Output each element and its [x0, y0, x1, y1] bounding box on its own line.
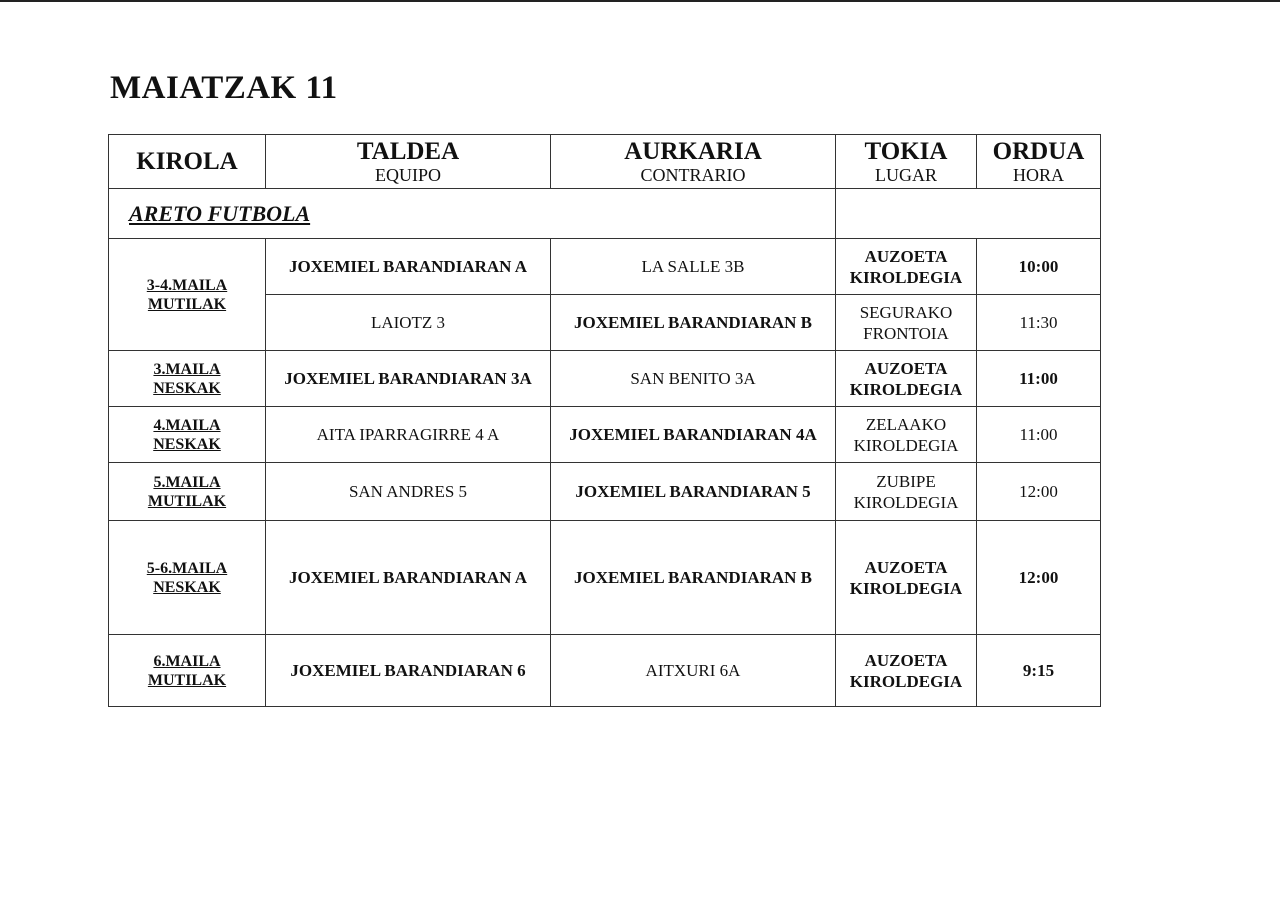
place-cell: SEGURAKO FRONTOIA: [836, 295, 977, 351]
opponent-cell: JOXEMIEL BARANDIARAN 5: [551, 463, 836, 521]
team-cell: SAN ANDRES 5: [266, 463, 551, 521]
time-cell: 11:00: [977, 407, 1101, 463]
header-aurkaria: AURKARIA CONTRARIO: [551, 135, 836, 189]
place-cell: ZELAAKO KIROLDEGIA: [836, 407, 977, 463]
time-cell: 9:15: [977, 635, 1101, 707]
opponent-cell: SAN BENITO 3A: [551, 351, 836, 407]
opponent-cell: LA SALLE 3B: [551, 239, 836, 295]
team-cell: LAIOTZ 3: [266, 295, 551, 351]
team-cell: JOXEMIEL BARANDIARAN A: [266, 521, 551, 635]
place-cell: AUZOETA KIROLDEGIA: [836, 351, 977, 407]
section-empty-cell: [836, 189, 1101, 239]
category-cell: 3.MAILA NESKAK: [109, 351, 266, 407]
category-cell: 3-4.MAILA MUTILAK: [109, 239, 266, 351]
table-row: [109, 521, 1101, 635]
opponent-cell: AITXURI 6A: [551, 635, 836, 707]
header-kirola: KIROLA: [109, 135, 266, 189]
category-cell: 5-6.MAILA NESKAK: [109, 521, 266, 635]
team-cell: AITA IPARRAGIRRE 4 A: [266, 407, 551, 463]
place-cell: AUZOETA KIROLDEGIA: [836, 239, 977, 295]
header-tokia: TOKIA LUGAR: [836, 135, 977, 189]
table-row: [109, 463, 1101, 521]
table-row: [109, 239, 1101, 295]
opponent-cell: JOXEMIEL BARANDIARAN B: [551, 521, 836, 635]
place-cell: ZUBIPE KIROLDEGIA: [836, 463, 977, 521]
time-cell: 11:00: [977, 351, 1101, 407]
section-title: ARETO FUTBOLA: [109, 189, 836, 239]
place-cell: AUZOETA KIROLDEGIA: [836, 521, 977, 635]
table-row: [109, 635, 1101, 707]
section-row: [109, 189, 1101, 239]
team-cell: JOXEMIEL BARANDIARAN A: [266, 239, 551, 295]
category-cell: 6.MAILA MUTILAK: [109, 635, 266, 707]
header-ordua: ORDUA HORA: [977, 135, 1101, 189]
time-cell: 12:00: [977, 521, 1101, 635]
header-taldea: TALDEA EQUIPO: [266, 135, 551, 189]
place-cell: AUZOETA KIROLDEGIA: [836, 635, 977, 707]
opponent-cell: JOXEMIEL BARANDIARAN 4A: [551, 407, 836, 463]
team-cell: JOXEMIEL BARANDIARAN 3A: [266, 351, 551, 407]
table-row: [109, 351, 1101, 407]
page-title: MAIATZAK 11: [110, 70, 338, 106]
table-row: [109, 407, 1101, 463]
category-cell: 5.MAILA MUTILAK: [109, 463, 266, 521]
time-cell: 11:30: [977, 295, 1101, 351]
category-cell: 4.MAILA NESKAK: [109, 407, 266, 463]
time-cell: 12:00: [977, 463, 1101, 521]
opponent-cell: JOXEMIEL BARANDIARAN B: [551, 295, 836, 351]
scan-top-border: [0, 0, 1280, 2]
time-cell: 10:00: [977, 239, 1101, 295]
schedule-table: [108, 134, 1101, 707]
team-cell: JOXEMIEL BARANDIARAN 6: [266, 635, 551, 707]
header-row: [109, 135, 1101, 189]
